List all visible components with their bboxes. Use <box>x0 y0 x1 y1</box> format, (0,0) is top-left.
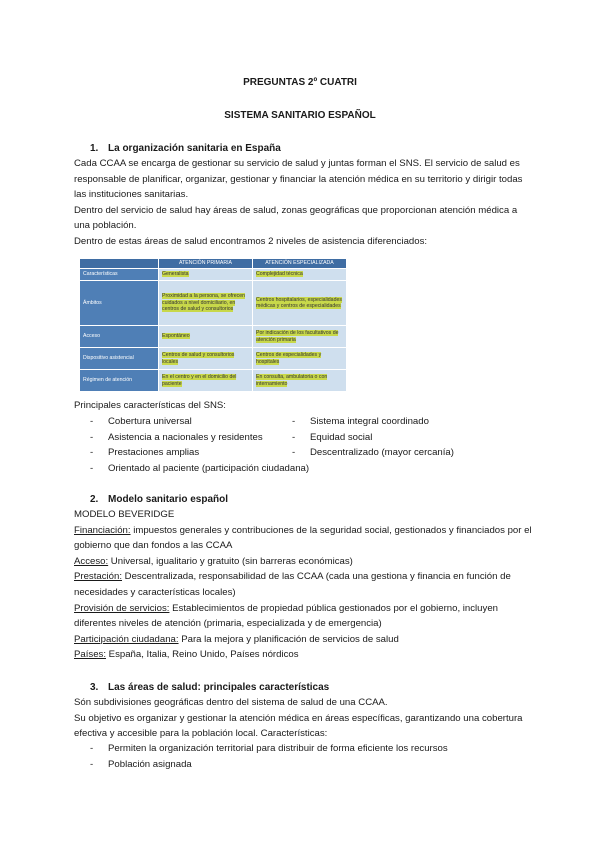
table-header-especializada: ATENCIÓN ESPECIALIZADA <box>253 259 347 269</box>
model-item: Acceso: Universal, igualitario y gratuito (sin barreras económicas) <box>74 555 353 567</box>
table-cell: Complejidad técnica <box>256 271 303 278</box>
section-1-number: 1. <box>90 143 99 154</box>
model-item: Financiación: impuestos generales y contribuciones de la seguridad social, gestionados y financiados por el gobierno que dan fondos a las CCAA <box>74 524 532 552</box>
table-cell: En el centro y en el domicilio del paciente <box>162 374 237 387</box>
list-item: - Sistema integral coordinado <box>292 416 429 427</box>
document-subtitle: SISTEMA SANITARIO ESPAÑOL <box>224 110 376 121</box>
table-row <box>80 281 347 326</box>
sns-characteristics-intro: Principales características del SNS: <box>74 400 226 411</box>
table-row-label: Ámbitos <box>80 281 159 326</box>
section-1-body <box>74 156 534 250</box>
section-2-title: Modelo sanitario español <box>108 494 229 505</box>
table-row <box>80 269 347 281</box>
table-row-label: Acceso <box>80 326 159 348</box>
table-row-label: Dispositivo asistencial <box>80 348 159 370</box>
list-item: - Población asignada <box>90 758 192 770</box>
model-item: Provisión de servicios: Establecimientos de propiedad pública gestionados por el gobierno, incluyen diferentes niveles de atención (primaria, especializada y de emergencia) <box>74 602 498 630</box>
section-1-heading <box>90 141 281 157</box>
list-item: - Asistencia a nacionales y residentes <box>90 431 263 443</box>
section-3-number: 3. <box>90 682 99 693</box>
section-1-paragraph: Cada CCAA se encarga de gestionar su servicio de salud y juntas forman el SNS. El servicio de salud es responsable de planificar, organizar, gestionar y financiar la atención médica en su territorio y dirigir todas las instituciones sanitarias. <box>74 158 523 201</box>
model-item: Prestación: Descentralizada, responsabilidad de las CCAA (cada una gestiona y financia en función de necesidades y características locales) <box>74 571 511 598</box>
area-characteristics-list <box>90 741 448 772</box>
model-item: Participación ciudadana: Para la mejora y planificación de servicios de salud <box>74 633 399 645</box>
table-header-primaria: ATENCIÓN PRIMARIA <box>159 259 253 269</box>
table-row <box>80 370 347 392</box>
list-item: - Equidad social <box>292 431 373 443</box>
table-cell: Centros de salud y consultorios locales <box>162 352 235 365</box>
table-cell: Generalista <box>162 271 189 278</box>
table-row-label: Características <box>80 269 159 281</box>
section-2-body <box>74 507 534 663</box>
section-3-title: Las áreas de salud: principales características <box>108 682 330 693</box>
table-corner-cell <box>80 259 159 269</box>
document-title: PREGUNTAS 2º CUATRI <box>243 77 357 88</box>
list-item: - Prestaciones amplias <box>90 447 200 459</box>
table-cell: En consulta, ambulatoria o con internamiento <box>256 374 328 387</box>
section-3-paragraph: Su objetivo es organizar y gestionar la atención médica en áreas específicas, garantizando una cobertura efectiva y accesible para la población local. Características: <box>74 712 523 740</box>
table-cell: Centros de especialidades y hospitales <box>256 352 322 365</box>
list-item: - Cobertura universal <box>90 416 192 427</box>
list-item: - Descentralizado (mayor cercanía) <box>292 447 454 459</box>
section-1-paragraph: Dentro del servicio de salud hay áreas de salud, zonas geográficas que proporcionan atención médica a una población. <box>74 204 518 232</box>
list-item: - Orientado al paciente (participación ciudadana) <box>90 462 310 474</box>
model-item: Países: España, Italia, Reino Unido, Países nórdicos <box>74 649 299 661</box>
table-cell: Espontáneo <box>162 333 190 340</box>
section-1-paragraph: Dentro de estas áreas de salud encontramos 2 niveles de asistencia diferenciados: <box>74 235 428 247</box>
section-2-number: 2. <box>90 494 99 505</box>
table-row-label: Régimen de atención <box>80 370 159 392</box>
table-row <box>80 348 347 370</box>
table-header-row <box>80 259 347 269</box>
section-3-body <box>74 695 534 742</box>
section-3-paragraph: Són subdivisiones geográficas dentro del sistema de salud de una CCAA. <box>74 697 388 708</box>
table-cell: Por indicación de los facultativos de atención primaria <box>256 330 339 343</box>
table-row <box>80 326 347 348</box>
table-cell: Centros hospitalarios, especialidades médicas y centros de especialidades <box>256 296 342 309</box>
section-1-title: La organización sanitaria en España <box>108 143 281 154</box>
table-cell: Proximidad a la persona, se ofrecen cuidados a nivel domiciliario, en centros de salud y consultorios <box>162 293 246 313</box>
care-levels-table <box>79 258 347 392</box>
sns-characteristics-left <box>90 414 309 476</box>
model-name: MODELO BEVERIDGE <box>74 509 175 520</box>
section-3-heading <box>90 680 329 696</box>
list-item: - Permiten la organización territorial para distribuir de forma eficiente los recursos <box>90 743 448 754</box>
section-2-heading <box>90 492 228 508</box>
sns-characteristics-right <box>292 414 454 461</box>
